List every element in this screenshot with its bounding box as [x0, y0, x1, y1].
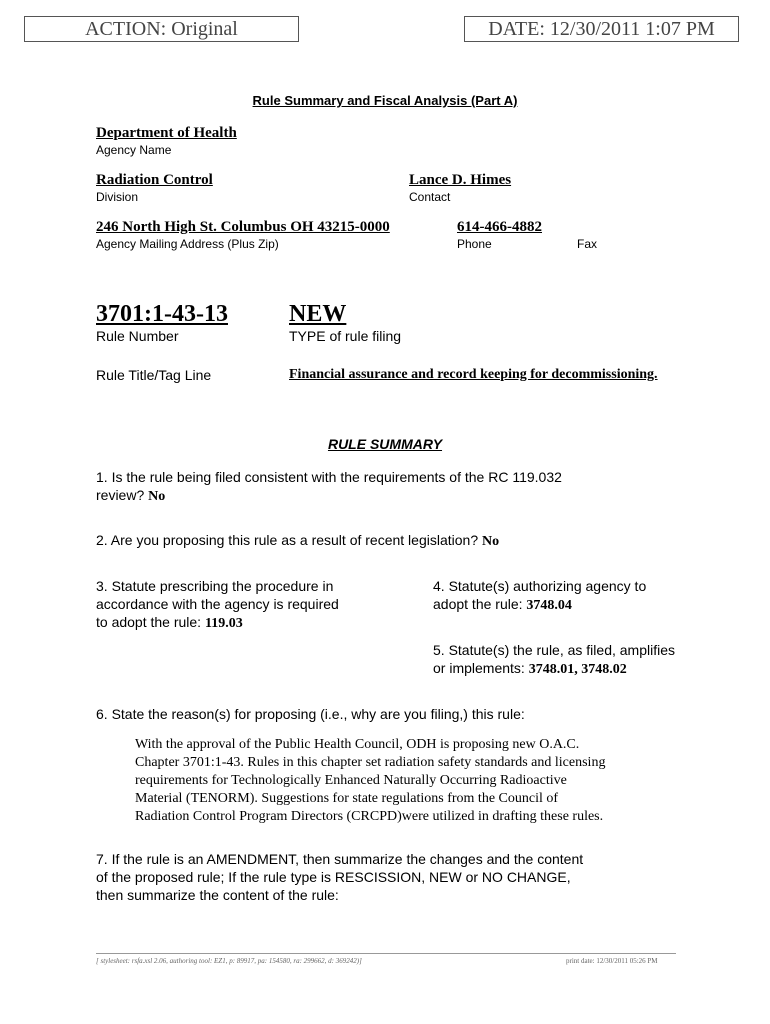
question-7-line: of the proposed rule; If the rule type is RESCISSION, NEW or NO CHANGE, [96, 869, 571, 885]
rule-type: NEW [289, 301, 347, 327]
question-3 [96, 577, 416, 633]
question-1-line-1: 1. Is the rule being filed consistent with the requirements of the RC 119.032 [96, 469, 562, 485]
question-6-answer-line: Material (TENORM). Suggestions for state regulations from the Council of [135, 791, 559, 806]
date-text: DATE: 12/30/2011 1:07 PM [488, 18, 715, 40]
contact-label: Contact [409, 190, 451, 204]
footer-rule [96, 953, 676, 954]
division-label: Division [96, 190, 139, 204]
question-5 [433, 641, 733, 679]
question-6-answer-line: With the approval of the Public Health Council, ODH is proposing new O.A.C. [135, 737, 580, 752]
action-box [24, 16, 299, 42]
summary-heading: RULE SUMMARY [327, 436, 443, 452]
rule-title-value: Financial assurance and record keeping for decommissioning. [289, 367, 658, 382]
question-2-answer: No [482, 534, 500, 549]
agency-label: Agency Name [96, 143, 172, 157]
agency-name: Department of Health [96, 125, 237, 141]
question-4-answer: 3748.04 [526, 598, 572, 613]
rule-number-label: Rule Number [96, 328, 179, 344]
question-6-answer-line: Radiation Control Program Directors (CRCPD)were utilized in drafting these rules. [135, 809, 604, 824]
address-value: 246 North High St. Columbus OH 43215-0000 [96, 219, 390, 235]
address-label: Agency Mailing Address (Plus Zip) [96, 237, 279, 251]
footer-print-date: print date: 12/30/2011 05:26 PM [566, 957, 658, 965]
phone-value: 614-466-4882 [457, 219, 542, 235]
question-3-line-1: 3. Statute prescribing the procedure in [96, 578, 334, 594]
date-box [464, 16, 739, 42]
question-5-line-2 [433, 659, 733, 679]
question-3-line-2: accordance with the agency is required [96, 596, 339, 612]
question-3-line-3 [96, 613, 416, 633]
question-2 [96, 531, 716, 551]
rule-title-label: Rule Title/Tag Line [96, 367, 212, 383]
rule-type-label: TYPE of rule filing [289, 328, 402, 344]
contact-name: Lance D. Himes [409, 172, 512, 188]
question-6-answer [135, 736, 735, 826]
question-7-line: 7. If the rule is an AMENDMENT, then summarize the changes and the content [96, 851, 584, 867]
question-7 [96, 850, 716, 904]
question-1-line-2 [96, 486, 716, 506]
question-1 [96, 468, 716, 506]
question-5-answer: 3748.01, 3748.02 [528, 662, 627, 677]
rule-number: 3701:1-43-13 [96, 301, 228, 327]
question-6-answer-line: Chapter 3701:1-43. Rules in this chapter set radiation safety standards and licensing [135, 755, 606, 770]
question-4-line-2 [433, 595, 733, 615]
question-4-line-1: 4. Statute(s) authorizing agency to [433, 578, 647, 594]
question-4-line-2-text: adopt the rule: [433, 596, 523, 612]
action-text: ACTION: Original [85, 18, 238, 40]
division-name: Radiation Control [96, 172, 213, 188]
question-5-line-2-text: or implements: [433, 660, 525, 676]
question-6-answer-line: requirements for Technologically Enhanced Naturally Occurring Radioactive [135, 773, 567, 788]
phone-label: Phone [457, 237, 492, 251]
fax-label: Fax [577, 237, 598, 251]
question-5-line-1: 5. Statute(s) the rule, as filed, amplifies [433, 642, 675, 658]
page-title: Rule Summary and Fiscal Analysis (Part A) [252, 93, 518, 108]
footer-stylesheet-info: [ stylesheet: rsfa.xsl 2.06, authoring tool: EZ1, p: 89917, pa: 154580, ra: 299662, d: 369242)] [96, 957, 362, 965]
question-6: 6. State the reason(s) for proposing (i.e., why are you filing,) this rule: [96, 706, 525, 722]
question-3-answer: 119.03 [204, 616, 243, 631]
question-2-text: 2. Are you proposing this rule as a result of recent legislation? [96, 532, 479, 548]
question-3-line-3-text: to adopt the rule: [96, 614, 202, 630]
question-7-line: then summarize the content of the rule: [96, 887, 339, 903]
question-1-line-2-text: review? [96, 487, 145, 503]
question-4 [433, 577, 733, 615]
question-1-answer: No [148, 489, 166, 504]
